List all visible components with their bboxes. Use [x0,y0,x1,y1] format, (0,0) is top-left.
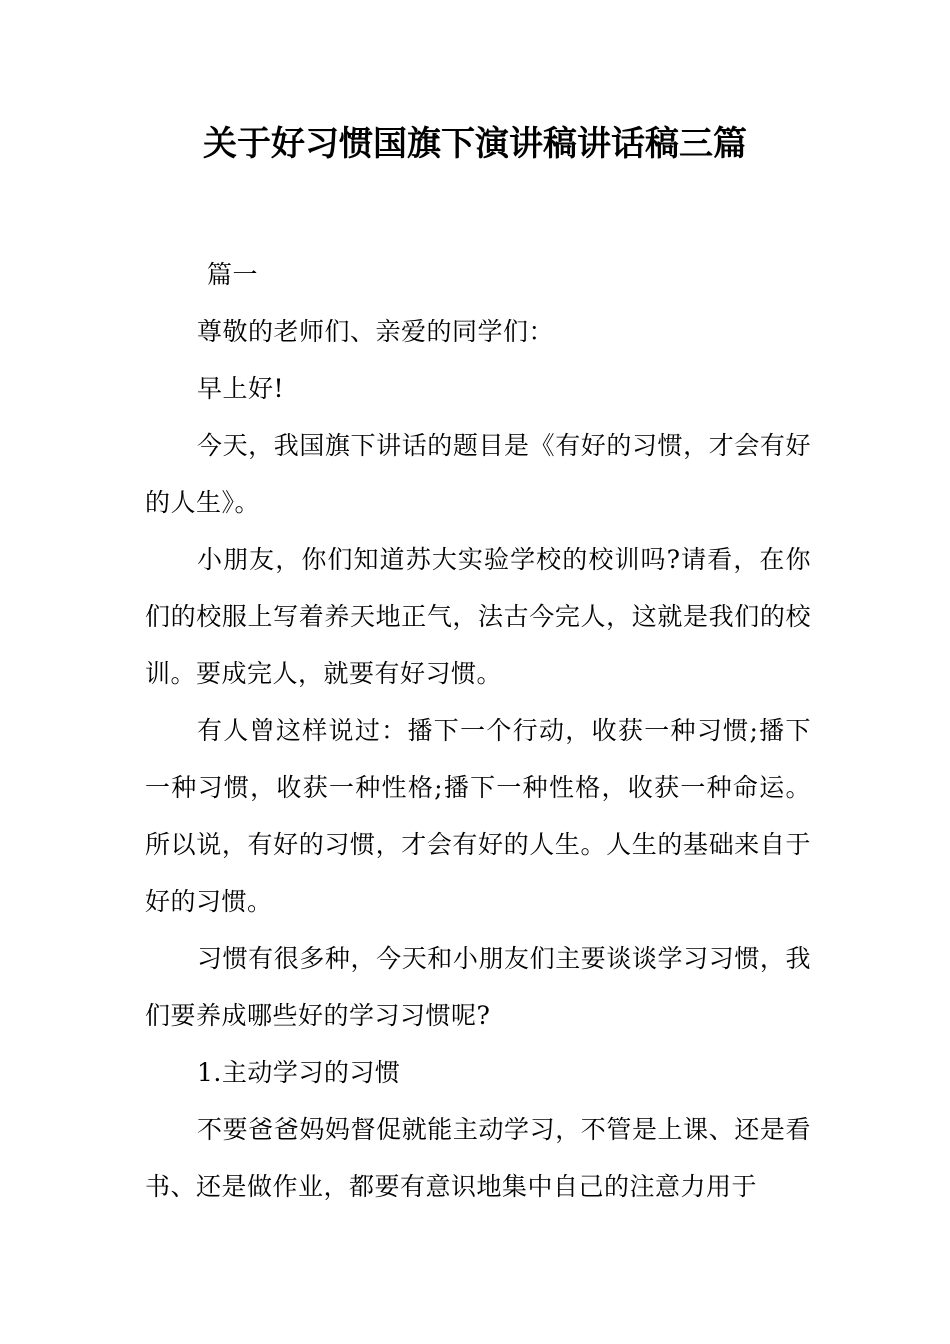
paragraph-school-motto: 小朋友，你们知道苏大实验学校的校训吗?请看，在你们的校服上写着养天地正气，法古今完人，这就是我们的校训。要成完人，就要有好习惯。 [145,545,811,688]
list-item-heading: 1.主动学习的习惯 [197,1058,401,1087]
paragraph-greeting: 尊敬的老师们、亲爱的同学们： [197,317,555,346]
document-title: 关于好习惯国旗下演讲稿讲话稿三篇 [203,124,747,164]
paragraph-habits: 习惯有很多种，今天和小朋友们主要谈谈学习习惯，我们要养成哪些好的学习习惯呢? [145,944,811,1030]
paragraph-quote: 有人曾这样说过：播下一个行动，收获一种习惯;播下一种习惯，收获一种性格;播下一种性格，收获一种命运。所以说，有好的习惯，才会有好的人生。人生的基础来自于好的习惯。 [145,716,811,916]
document-body [145,246,811,1215]
paragraph-topic: 今天，我国旗下讲话的题目是《有好的习惯，才会有好的人生》。 [145,431,811,517]
paragraph-active-learning: 不要爸爸妈妈督促就能主动学习，不管是上课、还是看书、还是做作业，都要有意识地集中自己的注意力用于 [145,1115,811,1201]
section-heading: 篇一 [207,260,259,289]
paragraph-morning: 早上好! [197,374,285,403]
